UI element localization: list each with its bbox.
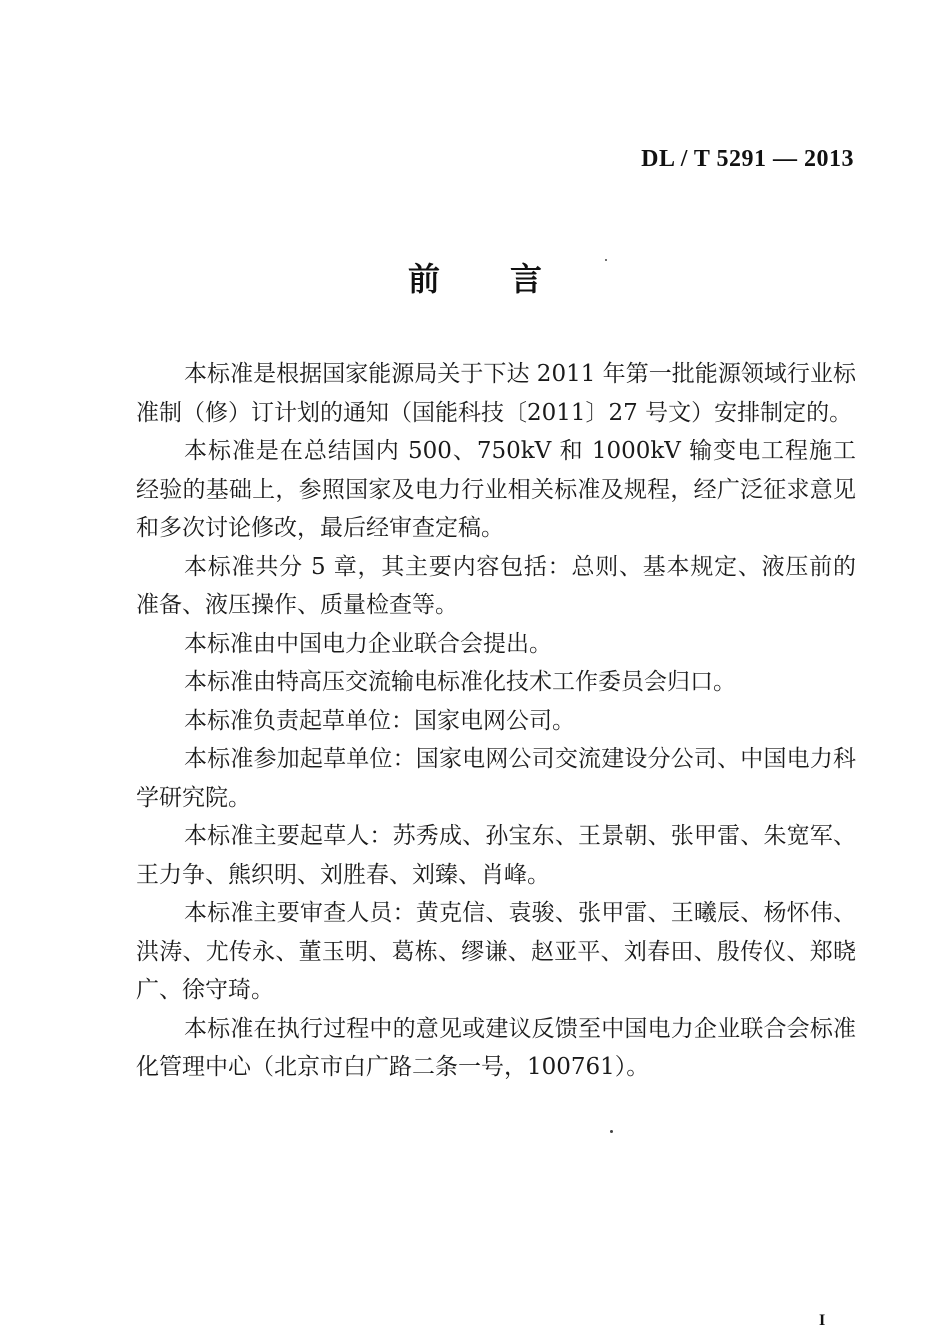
paragraph-administrator: 本标准由特高压交流输电标准化技术工作委员会归口。 [184,669,736,695]
preface-body [136,355,856,1087]
paragraph-lead-drafter: 本标准负责起草单位：国家电网公司。 [184,707,575,734]
scan-speck [610,1130,613,1133]
paragraph-participating-drafters: 本标准参加起草单位：国家电网公司交流建设分公司、中国电力科学研究院。 [136,746,856,811]
paragraph-basis: 本标准是根据国家能源局关于下达 2011 年第一批能源领域行业标准制（修）订计划的通知（国能科技〔2011〕27 号文）安排制定的。 [136,361,856,426]
paragraph-main-drafters: 本标准主要起草人：苏秀成、孙宝东、王景朝、张甲雷、朱宽军、王力争、熊织明、刘胜春、刘臻、肖峰。 [136,823,856,888]
standard-code: DL / T 5291 — 2013 [641,146,854,172]
paragraph-proposer: 本标准由中国电力企业联合会提出。 [184,630,552,657]
page-number: I [819,1312,826,1329]
paragraph-feedback: 本标准在执行过程中的意见或建议反馈至中国电力企业联合会标准化管理中心（北京市白广路二条一号，100761）。 [136,1015,856,1080]
paragraph-reviewers: 本标准主要审查人员：黄克信、袁骏、张甲雷、王曦辰、杨怀伟、洪涛、尤传永、董玉明、葛栋、缪谦、赵亚平、刘春田、殷传仪、郑晓广、徐守琦。 [136,900,856,1003]
page-title: 前言 [407,260,612,298]
paragraph-chapters: 本标准共分 5 章，其主要内容包括：总则、基本规定、液压前的准备、液压操作、质量检查等。 [136,553,856,618]
paragraph-experience: 本标准是在总结国内 500、750kV 和 1000kV 输变电工程施工经验的基础上，参照国家及电力行业相关标准及规程，经广泛征求意见和多次讨论修改，最后经审查定稿。 [136,438,856,541]
